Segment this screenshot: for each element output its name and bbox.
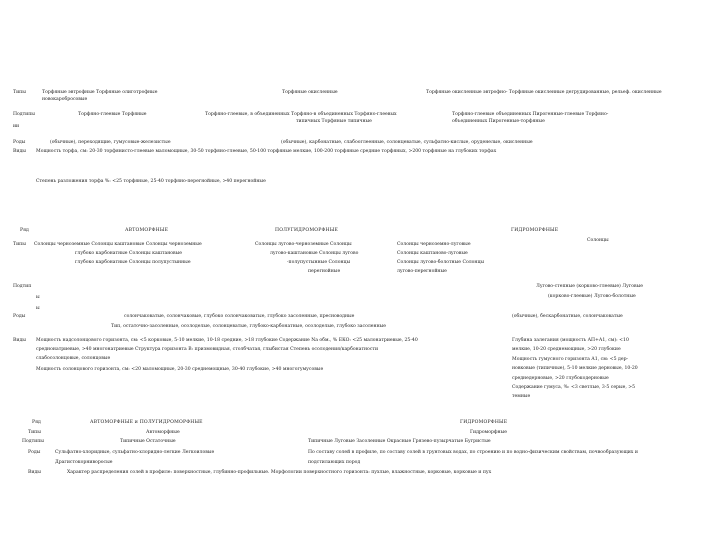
species-sol-line2: среднонатриевые, >40 многонатриевые Структура горизонта B: призмовидная, столбчатая, глыбистая Степень осолодения/карбонатности [36,347,379,352]
label-subtypes-2c: ы [36,306,40,311]
label-species-1: Виды [13,149,26,154]
types-sol-col3-line1: Солонцы черноземно-луговые [397,242,471,247]
types-sol-col2-line4: перегнойные [308,269,341,274]
types-sol-col3-line2: Солонцы каштаново-луговые [397,251,468,256]
types-peat-col2: Торфяные окисленные [282,90,338,95]
label-genera-2: Роды [13,314,26,319]
species-solonchak-text: Характер распределения солей в профиле: поверхностные, глубинно-профильные. Морфологии поверхностного горизонта: пухлые, влажностные, корковые, корковые и пух [67,470,492,475]
subtypes-peat-col2-line2: типичных Торфяные типичные [296,119,372,124]
subtypes-peat-col1: Торфяно-глеевые Торфяные [78,112,147,117]
types-solonchak-left: Автоморфные [146,430,180,435]
label-subtypes-1b: ии [13,124,20,129]
label-row-2: Ряд [20,228,29,233]
types-sol-col1-line2: глубоко карбонатные Солонцы каштановые [75,251,183,256]
types-sol-col2-line2: лугово-каштановые Солонцы лугово [270,251,359,256]
subtypes-sol-right-line2: (корково-глеевые) Лугово-болотные [548,294,636,299]
heading-solonets: Солонцы [587,238,609,243]
species-sol-right-line5: среднедерновые, >20 глубокодерновые [512,376,609,381]
genera-solonchak-right-line1: По составу солей в профиле, по составу солей в грунтовых водах, по строению и по водно-физическим свойствам, почвообразующих и [308,450,638,455]
genera-peat-text: (обычные), переходящие, гумусовые-железистые [50,140,171,145]
types-peat-col1-line2: новокаробросовые [42,97,88,102]
label-subtypes-2a: Подтип [13,284,32,289]
species-sol-right-line3: Мощность гумусного горизонта А1, см: <5 дер- [512,357,629,362]
peat-decomposition-note: Степень разложения торфа %: <25 торфяные, 25-40 торфяно-перегнойные, >40 перегнойные [36,179,266,184]
species-sol-line3: слабосолонцовые, солонцовые [36,356,111,361]
label-types-1: Типы [13,90,26,95]
species-sol-right-line6: Содержание гумуса, %: <3 светлые, 3-5 серые, >5 [512,385,636,390]
subtypes-solonchak-left: Типичные Остаточные [120,439,176,444]
label-subtypes-1a: Подтипы [13,112,35,117]
subtypes-sol-right-line1: Лугово-степные (корково-глеевые) Луговые [536,284,643,289]
species-sol-line1: Мощность надсолонцового горизонта, см: <5 корковые, 5-10 мелкие, 10-18 средние, >18 глубокие Содержание Na обм., % ЕКО: <25 малонатриевые, 25-40 [36,338,418,343]
genera-solonchak-left-line2: Драгистокорниворосые [55,460,113,465]
subtypes-peat-col3-line1: Торфяно-глеевые объединенных Пирогенные-глеевые Торфяно- [452,112,609,117]
types-sol-col2-line1: Солонцы лугово-черноземные Солонцы [255,242,352,247]
types-peat-col3: Торфяные окисленные эвтрофно- Торфяные окисленные дегрудированные, рельеф. окисленные [426,90,662,95]
label-genera-3: Роды [28,450,41,455]
label-species-2: Виды [13,338,26,343]
label-types-3: Типы [28,430,41,435]
label-subtypes-3: Подтипы [22,439,44,444]
subtypes-solonchak-right: Типичные Луговые Засоленные Окрасные Грязево-пузырчатые Бугристые [308,439,491,444]
subtypes-peat-col3-line2: объединенных Пирогенные-торфяные [452,119,545,124]
label-genera-1: Роды [13,140,26,145]
types-sol-col1-line1: Солонцы черноземные Солонцы каштановые Солонцы черноземные [34,242,202,247]
heading-automorphic: АВТОМОРФНЫЕ [125,228,169,233]
heading-semihydromorphic: ПОЛУГИДРОМОРФНЫЕ [275,228,339,233]
species-sol-line4: Мощность солонцового горизонта, см: <20 маломощные, 20-30 среднемощные, 30-40 глубокие, >40 многогумусовые [36,367,324,372]
label-row-3: Ряд [32,420,41,425]
label-species-3: Виды [28,470,41,475]
genera-sol-right: (обычные), бескарбонатные, солончаковатые [512,314,623,319]
types-sol-col3-line4: лугово-перегнойные [397,269,447,274]
species-sol-right-line1: Глубина залегания (мощность АП+А1, см): <10 [512,338,629,343]
species-sol-right-line2: мелкие, 10-20 среднемощные, >20 глубокие [512,347,621,352]
heading-hydromorphic: ГИДРОМОРФНЫЕ [511,228,559,233]
genera-sol-line1: солончаковатые, солончаковые, глубоко солончаковатые, глубоко засоленные, пресноводные [124,314,355,319]
types-sol-col2-line3: -полупустынные Солонцы [287,260,351,265]
heading-hydromorphic-3: ГИДРОМОРФНЫЕ [460,420,508,425]
types-peat-col1-line1: Торфяные эвтрофные Торфяные олиготрофные [42,90,158,95]
species-sol-right-line7: темные [512,394,531,399]
types-sol-col1-line3: глубоко карбонатные Солонцы полупустынные [75,260,191,265]
label-types-2: Типы [13,242,26,247]
genera-sol-line2: Тип, остаточно-засоленные, осолоделые, солонцеватые, глубоко-карбонатные, осолоделые, глубоко засоленные [111,324,387,329]
types-sol-col3-line3: Солонцы лугово-болотные Солонцы [397,260,485,265]
genera-solonchak-left-line1: Сульфатно-хлоридные, сульфатно-хлоридно-легкие Легкоиловые [55,450,215,455]
subtypes-peat-col2-line1: Торфяно-глеевые, в объединенных Торфяно-в объединенных Торфяно-глеевых [205,112,397,117]
species-sol-right-line4: новковые (типичные), 5-10 мелкие дерновые, 10-20 [512,366,638,371]
species-peat-text: Мощность торфа, см: 20-30 торфянисто-глеевые маломощные, 30-50 торфяно-глеевые, 50-100 торфяные мелкие, 100-200 торфяные средние торфяных, >200 торфяные на глубоких торфах [36,149,497,154]
label-subtypes-2b: ы [36,295,40,300]
heading-auto-semihydro: АВТОМОРФНЫЕ и ПОЛУГИДРОМОРФНЫЕ [90,420,203,425]
genera-peat-text-2: (обычные), карбонатные, слабооглеенные, солонцеватые, сульфатно-кислые, оруденелые, окисленные [281,140,533,145]
types-solonchak-right: Гидроморфные [470,430,507,435]
genera-solonchak-right-line2: подстилающих пород [308,460,361,465]
